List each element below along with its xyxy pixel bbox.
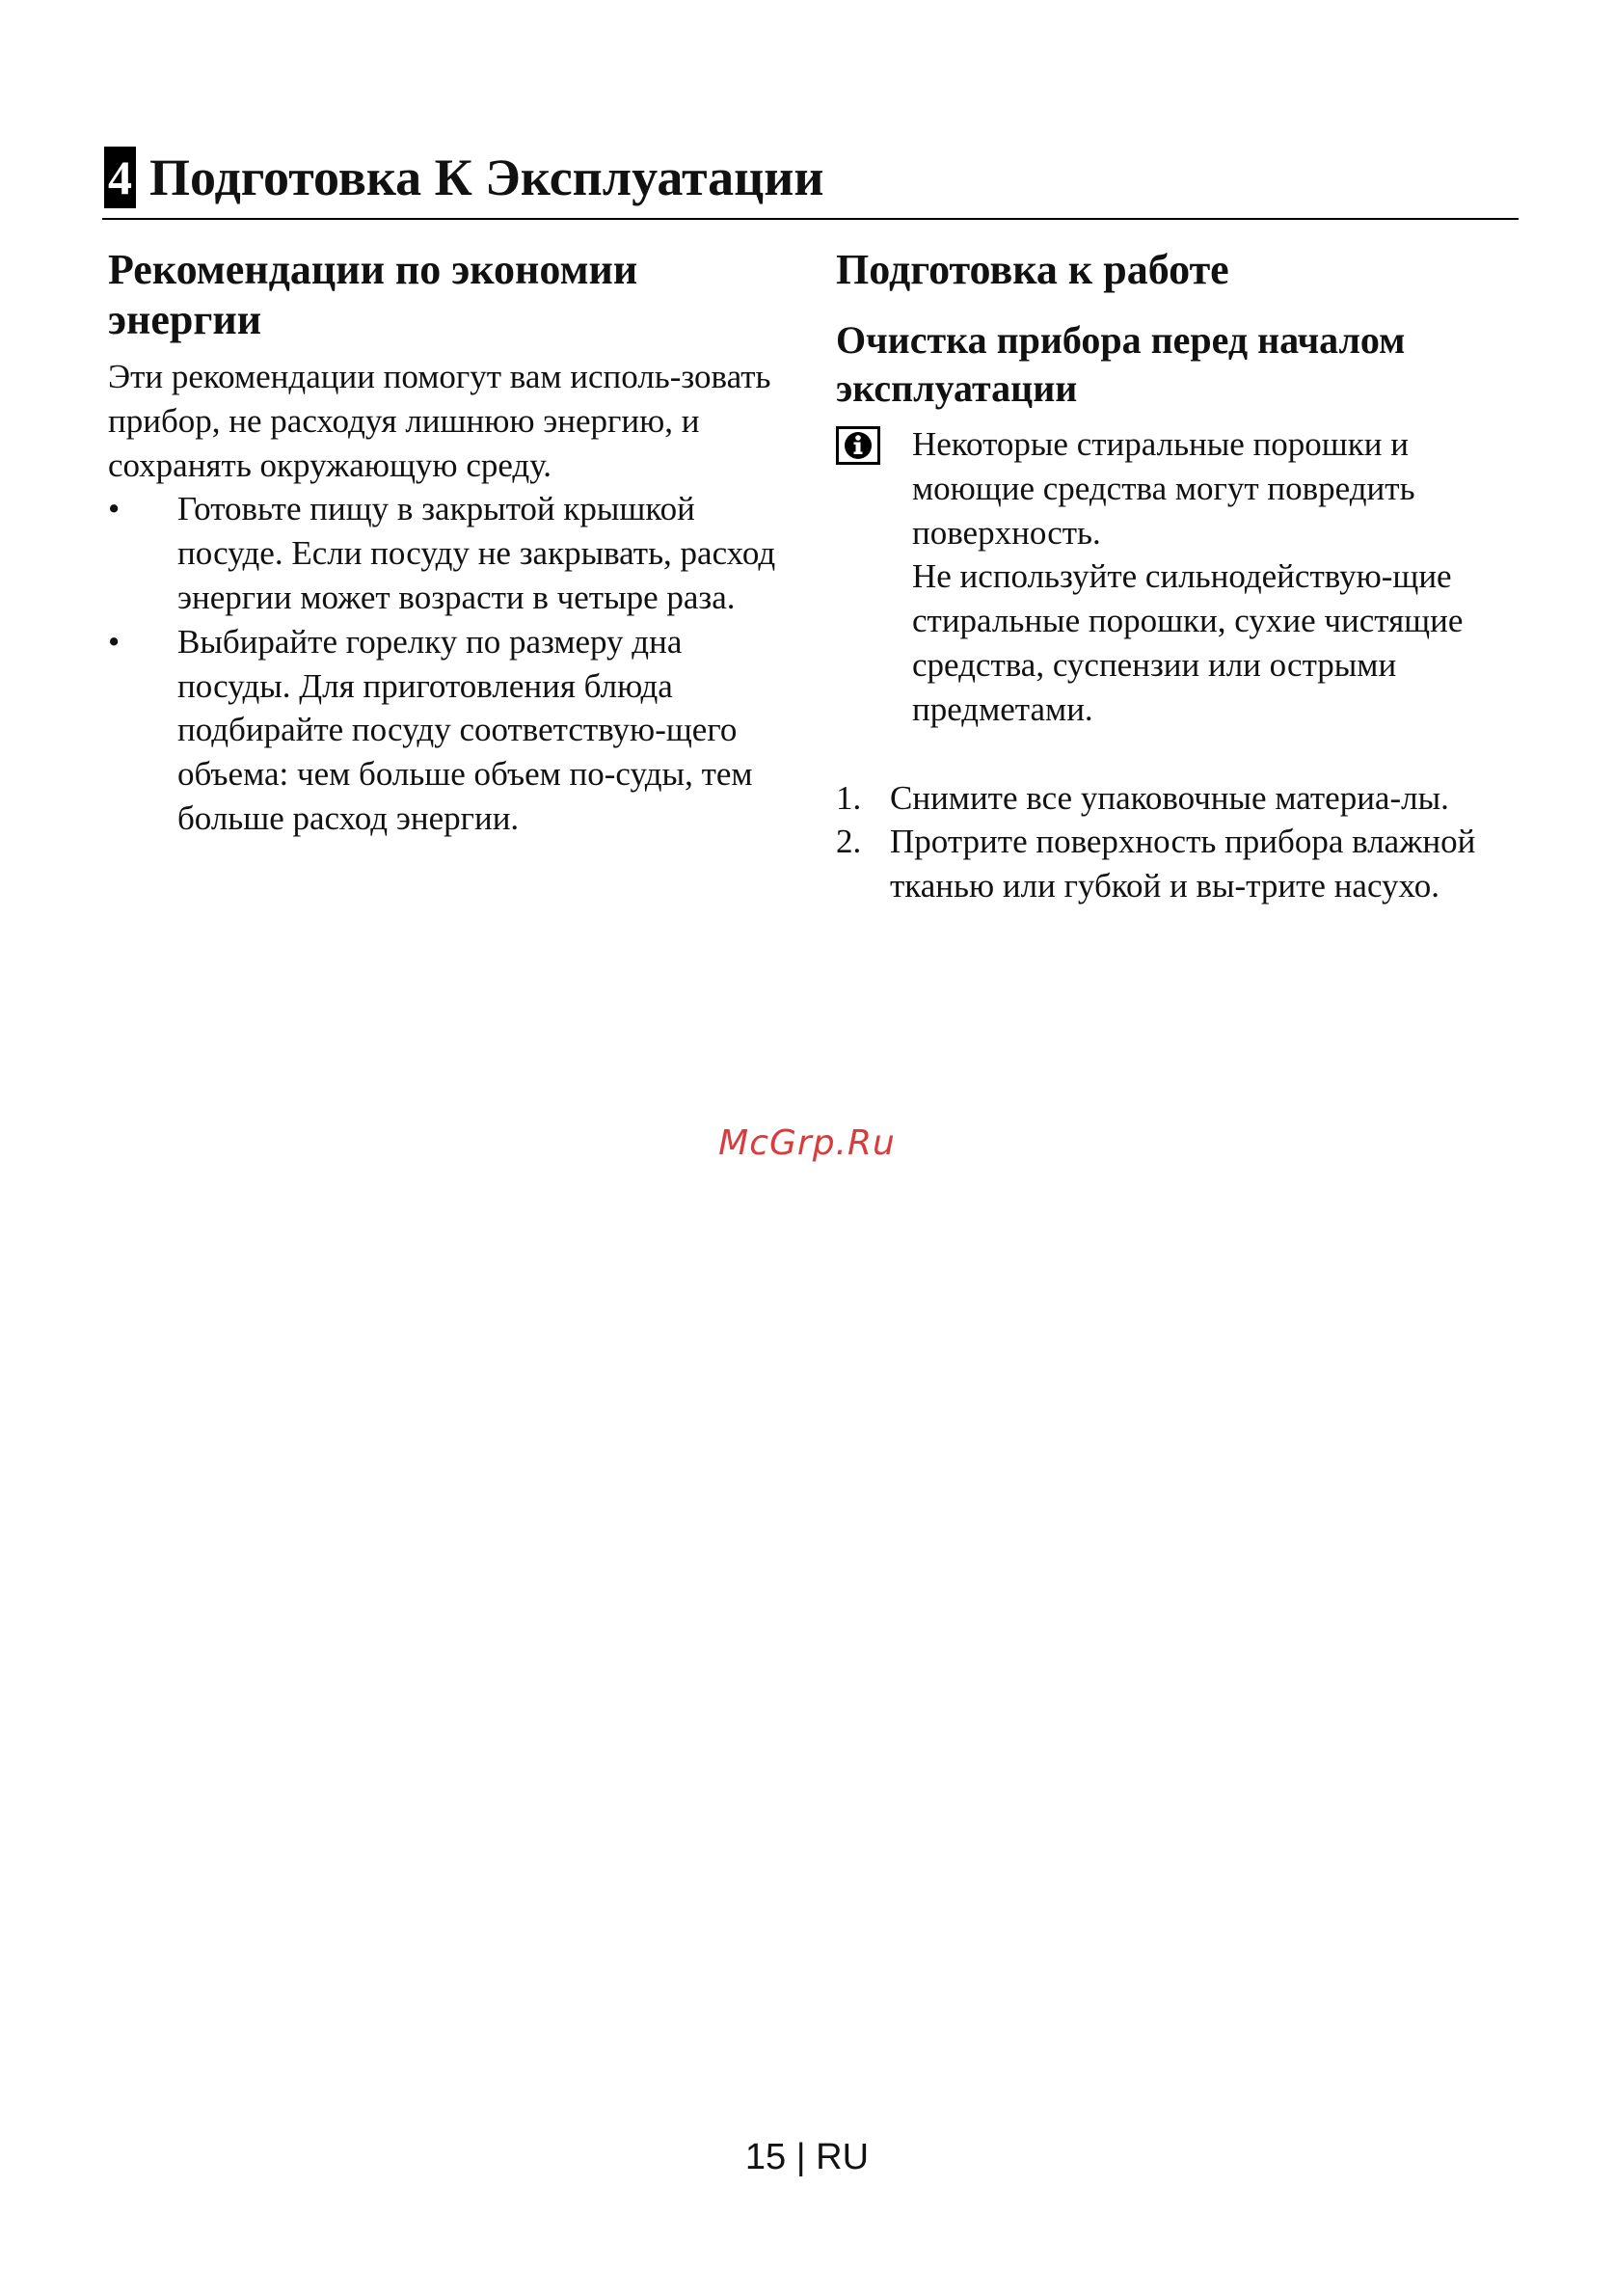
note-warning-text: Некоторые стиральные порошки и моющие средства могут повредить поверхность.: [912, 425, 1415, 552]
list-item: [836, 776, 1501, 821]
page-footer: 15 | RU: [744, 2137, 870, 2177]
step-text: Протрите поверхность прибора влажной тканью или губкой и вы-трите насухо.: [890, 823, 1476, 905]
list-item-text: Выбирайте горелку по размеру дна посуды. Для приготовления блюда подбирайте посуду соответствую-щего объема: чем больше объем по-суды, тем больше расход энергии.: [177, 622, 753, 837]
bullet-symbol: •: [108, 622, 121, 661]
chapter-number: 4: [104, 147, 136, 208]
list-item: [108, 487, 783, 619]
cleaning-subheading: Очистка прибора перед началом эксплуатации: [836, 318, 1406, 410]
cleaning-steps-list: [836, 776, 1501, 908]
energy-saving-heading: Рекомендации по экономии энергии: [108, 246, 638, 343]
step-number: 1.: [836, 778, 862, 817]
list-item-text: Готовьте пищу в закрытой крышкой посуде. Если посуду не закрывать, расход энергии может возрасти в четыре раза.: [177, 490, 776, 616]
info-note: [836, 422, 1501, 732]
header-rule: [102, 218, 1519, 220]
energy-saving-intro: Эти рекомендации помогут вам исполь-зовать прибор, не расходуя лишнюю энергию, и сохранять окружающую среду.: [108, 358, 771, 484]
step-text: Снимите все упаковочные материа-лы.: [890, 778, 1449, 817]
note-advice-text: Не используйте сильнодействую-щие стиральные порошки, сухие чистящие средства, суспензии или острыми предметами.: [912, 557, 1464, 728]
list-item: [836, 820, 1501, 908]
step-number: 2.: [836, 823, 862, 861]
energy-tips-list: [108, 487, 783, 840]
chapter-header: [104, 147, 1518, 208]
info-icon: [836, 426, 880, 465]
right-column: [836, 245, 1501, 908]
left-column: [108, 245, 783, 841]
preparation-heading: Подготовка к работе: [836, 246, 1229, 293]
chapter-title: Подготовка К Эксплуатации: [149, 149, 824, 206]
list-item: [108, 620, 783, 841]
watermark: McGrp.Ru: [718, 1123, 896, 1163]
bullet-symbol: •: [108, 490, 121, 528]
